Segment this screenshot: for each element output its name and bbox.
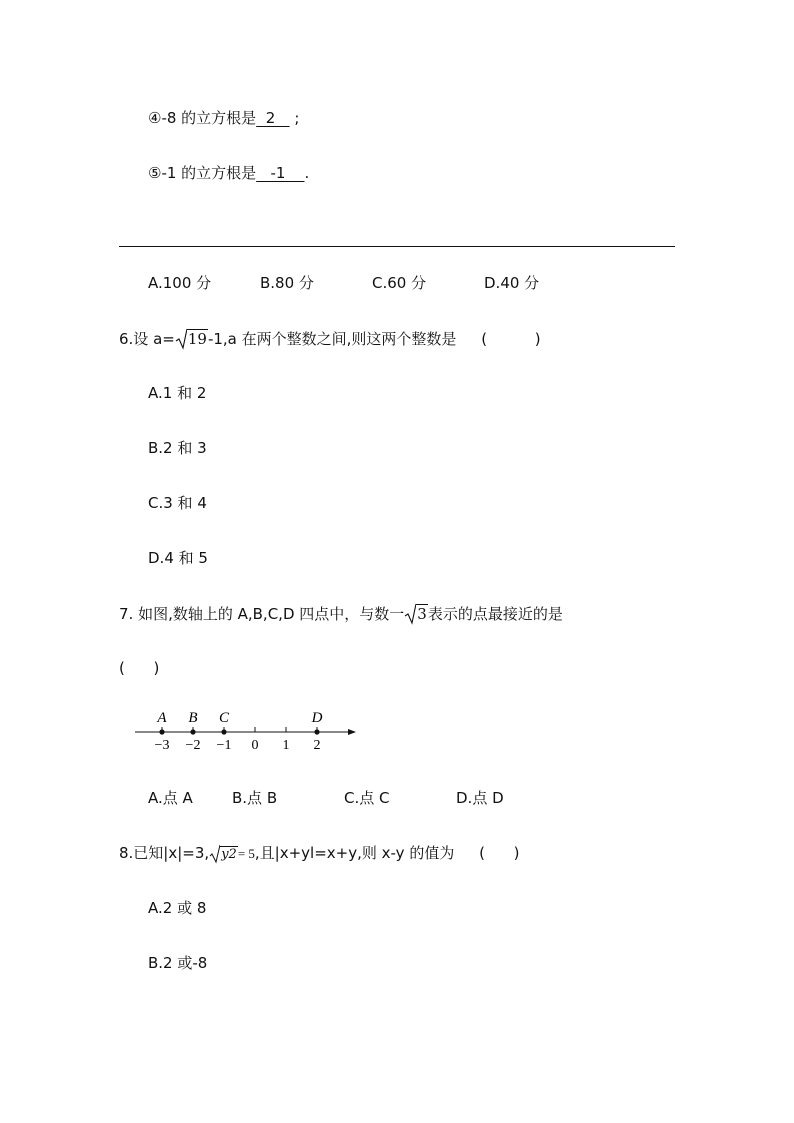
q8-radicand: y2 [221, 847, 237, 862]
radical-sign-icon [175, 328, 187, 350]
q6-option-b: B.2 和 3 [148, 439, 207, 457]
q7-option-c: C.点 C [344, 789, 390, 807]
q7-radicand: 3 [417, 605, 427, 623]
axis-tick-label: −1 [216, 738, 232, 753]
question-6 [119, 328, 541, 350]
q8-option-b: B.2 或-8 [148, 954, 208, 972]
q8-suffix: ,且|x+yl=x+y,则 x-y 的值为 [254, 844, 455, 862]
q5-option-a: A.100 分 [148, 274, 212, 292]
question-8 [119, 843, 519, 865]
q7-prefix: 7. 如图,数轴上的 A,B,C,D 四点中，与数一 [119, 605, 405, 623]
q7-option-b: B.点 B [232, 789, 278, 807]
q8-sqrt [209, 843, 238, 865]
q6-radicand: 19 [187, 330, 207, 348]
horizontal-rule [119, 246, 675, 247]
q6-option-c: C.3 和 4 [148, 494, 207, 512]
point-b-dot [190, 729, 195, 734]
point-c-dot [221, 729, 226, 734]
point-d-dot [314, 729, 319, 734]
item-4-answer: 2 [256, 109, 290, 127]
q7-sqrt [404, 603, 428, 625]
point-a-dot [159, 729, 164, 734]
q7-blank: ( ) [119, 659, 160, 677]
q7-suffix: 表示的点最接近的是 [427, 605, 563, 623]
item-4-end: ; [289, 109, 300, 127]
point-b-label: B [188, 710, 198, 726]
item-5-answer: -1 [256, 164, 305, 182]
axis-tick-label: −3 [154, 738, 170, 753]
q8-prefix: 8.已知|x|=3, [119, 844, 210, 862]
radical-sign-icon [209, 844, 220, 864]
question-7 [119, 603, 563, 625]
arrow-head-icon [348, 729, 356, 735]
q5-option-b: B.80 分 [260, 274, 314, 292]
q8-option-a: A.2 或 8 [148, 899, 207, 917]
q6-sqrt [175, 328, 208, 350]
point-a-label: A [157, 710, 167, 726]
q8-blank: ( ) [479, 844, 520, 862]
q6-blank: ( ) [481, 330, 541, 348]
axis-tick-label: −2 [185, 738, 201, 753]
item-4-text: ④-8 的立方根是 [148, 109, 257, 127]
point-c-label: C [218, 710, 230, 726]
q6-suffix: -1,a 在两个整数之间,则这两个整数是 [207, 330, 457, 348]
radical-sign-icon [404, 603, 416, 625]
q6-prefix: 6.设 a= [119, 330, 175, 348]
axis-tick-label: 1 [282, 738, 290, 753]
q5-option-d: D.40 分 [484, 274, 540, 292]
item-4 [148, 108, 299, 128]
axis-tick-label: 0 [251, 738, 259, 753]
q8-radical-tail: = 5 [237, 846, 255, 861]
q6-option-a: A.1 和 2 [148, 384, 207, 402]
q7-option-d: D.点 D [456, 789, 504, 807]
q7-option-a: A.点 A [148, 789, 193, 807]
q6-option-d: D.4 和 5 [148, 549, 208, 567]
number-line-figure [130, 705, 370, 755]
axis-tick-label: 2 [313, 738, 321, 753]
item-5 [148, 163, 309, 183]
item-5-text: ⑤-1 的立方根是 [148, 164, 257, 182]
point-d-label: D [311, 710, 323, 726]
item-5-end: . [304, 164, 310, 182]
q5-option-c: C.60 分 [372, 274, 427, 292]
